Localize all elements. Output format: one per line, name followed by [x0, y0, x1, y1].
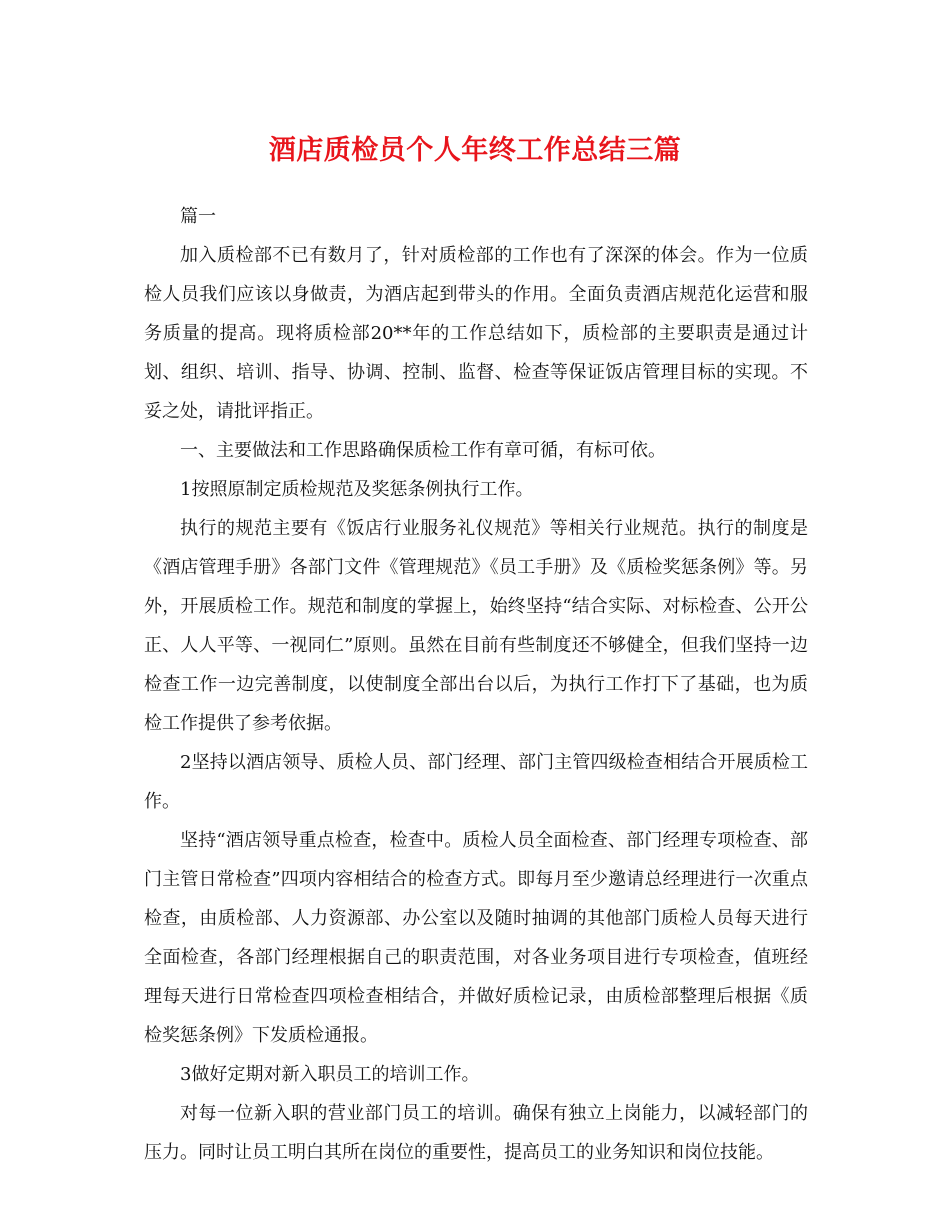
paragraph: 2坚持以酒店领导、质检人员、部门经理、部门主管四级检查相结合开展质检工作。	[144, 752, 808, 812]
document-title: 酒店质检员个人年终工作总结三篇	[268, 135, 682, 166]
paragraph: 一、主要做法和工作思路确保质检工作有章可循，有标可依。	[180, 440, 666, 461]
paragraph: 执行的规范主要有《饭店行业服务礼仪规范》等相关行业规范。执行的制度是《酒店管理手册》各部门文件《管理规范》《员工手册》及《质检奖惩条例》等。另外，开展质检工作。规范和制度的掌握上，始终坚持“结合实际、对标检查、公开公正、人人平等、一视同仁”原则。虽然在目前有些制度还不够健全，但我们坚持一边检查工作一边完善制度，以使制度全部出台以后，为执行工作打下了基础，也为质检工作提供了参考依据。	[144, 518, 808, 734]
paragraph: 3做好定期对新入职员工的培训工作。	[180, 1064, 480, 1085]
paragraph: 坚持“酒店领导重点检查，检查中。质检人员全面检查、部门经理专项检查、部门主管日常检查”四项内容相结合的检查方式。即每月至少邀请总经理进行一次重点检查，由质检部、人力资源部、办公室以及随时抽调的其他部门质检人员每天进行全面检查，各部门经理根据自己的职责范围，对各业务项目进行专项检查，值班经理每天进行日常检查四项检查相结合，并做好质检记录，由质检部整理后根据《质检奖惩条例》下发质检通报。	[144, 830, 808, 1046]
paragraph: 加入质检部不已有数月了，针对质检部的工作也有了深深的体会。作为一位质检人员我们应该以身做责，为酒店起到带头的作用。全面负责酒店规范化运营和服务质量的提高。现将质检部20**年的工作总结如下，质检部的主要职责是通过计划、组织、培训、指导、协调、控制、监督、检查等保证饭店管理目标的实现。不妥之处，请批评指正。	[144, 245, 808, 422]
paragraph: 对每一位新入职的营业部门员工的培训。确保有独立上岗能力，以减轻部门的压力。同时让员工明白其所在岗位的重要性，提高员工的业务知识和岗位技能。	[144, 1103, 808, 1163]
section-heading: 篇一	[180, 206, 216, 227]
paragraph: 1按照原制定质检规范及奖惩条例执行工作。	[180, 479, 534, 500]
document-body	[144, 197, 808, 1172]
